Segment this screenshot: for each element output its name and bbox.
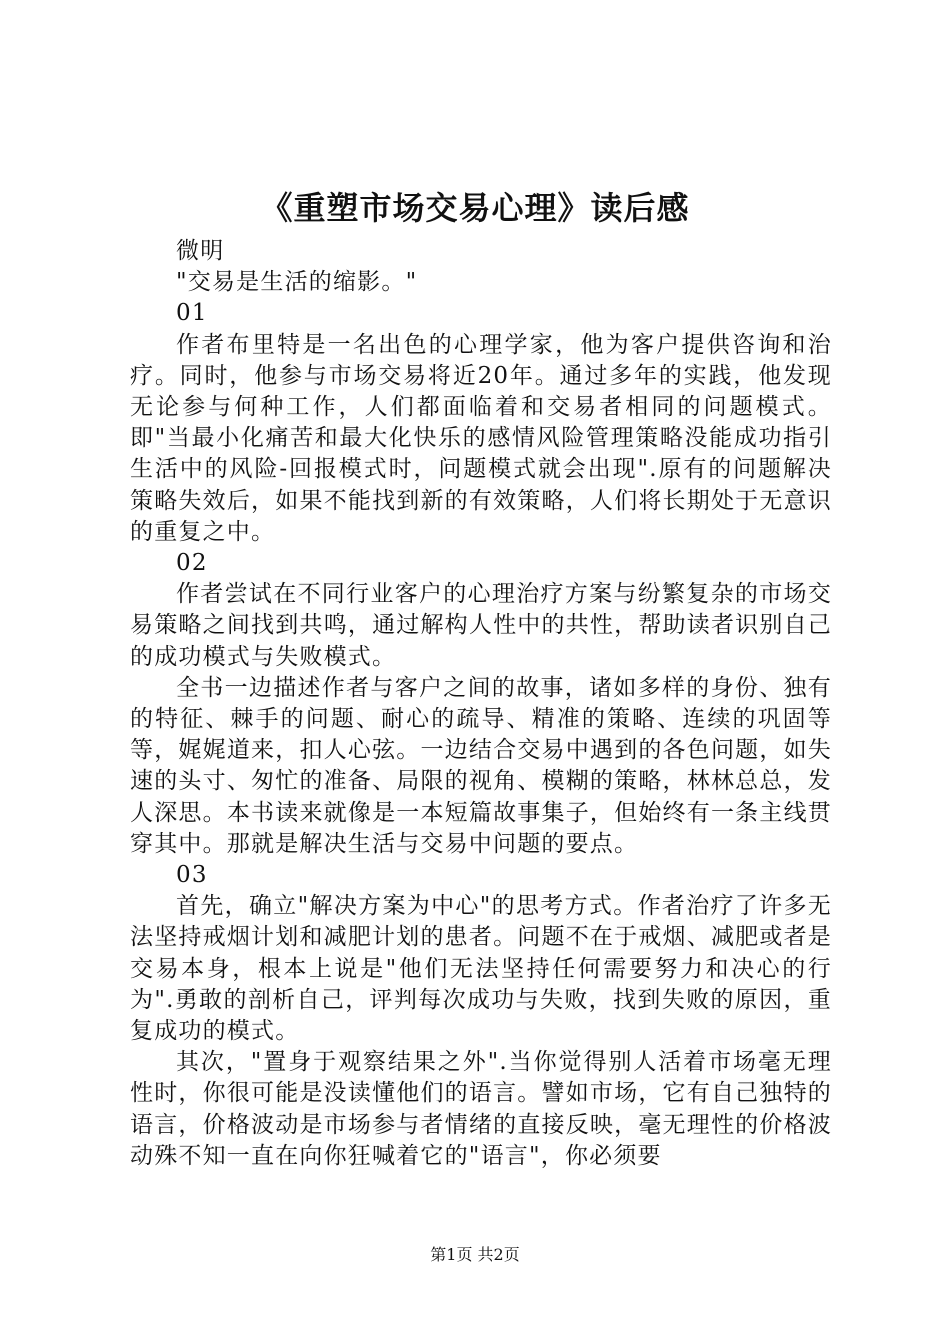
body-paragraph: 作者布里特是一名出色的心理学家，他为客户提供咨询和治疗。同时，他参与市场交易将近20年。通过多年的实践，他发现无论参与何种工作，人们都面临着和交易者相同的问题模式。即"当最小化痛苦和最大化快乐的感情风险管理策略没能成功指引生活中的风险-回报模式时，问题模式就会出现".原有的问题解决策略失效后，如果不能找到新的有效策略，人们将长期处于无意识的重复之中。 [130, 331, 832, 545]
author-line: 微明 [176, 238, 225, 264]
document-title: 《重塑市场交易心理》读后感 [260, 189, 690, 227]
body-paragraph: 全书一边描述作者与客户之间的故事，诸如多样的身份、独有的特征、棘手的问题、耐心的疏导、精准的策略、连续的巩固等等，娓娓道来，扣人心弦。一边结合交易中遇到的各色问题，如失速的头寸、匆忙的准备、局限的视角、模糊的策略，林林总总，发人深思。本书读来就像是一本短篇故事集子，但始终有一条主线贯穿其中。那就是解决生活与交易中问题的要点。 [130, 674, 832, 857]
page-footer: 第1页 共2页 [430, 1245, 520, 1264]
body-paragraph: 首先，确立"解决方案为中心"的思考方式。作者治疗了许多无法坚持戒烟计划和减肥计划的患者。问题不在于戒烟、减肥或者是交易本身，根本上说是"他们无法坚持任何需要努力和决心的行为".勇敢的剖析自己，评判每次成功与失败，找到失败的原因，重复成功的模式。 [130, 893, 832, 1045]
document-body [130, 236, 832, 1172]
body-paragraph: 其次，"置身于观察结果之外".当你觉得别人活着市场毫无理性时，你很可能是没读懂他们的语言。譬如市场，它有自己独特的语言，价格波动是市场参与者情绪的直接反映，毫无理性的价格波动殊不知一直在向你狂喊着它的"语言"，你必须要 [130, 1049, 832, 1169]
section-number: 01 [176, 300, 208, 327]
body-paragraph: 作者尝试在不同行业客户的心理治疗方案与纷繁复杂的市场交易策略之间找到共鸣，通过解构人性中的共性，帮助读者识别自己的成功模式与失败模式。 [130, 581, 832, 670]
section-number: 02 [176, 550, 208, 577]
section-number: 03 [176, 862, 208, 889]
epigraph: "交易是生活的缩影。" [176, 269, 418, 296]
